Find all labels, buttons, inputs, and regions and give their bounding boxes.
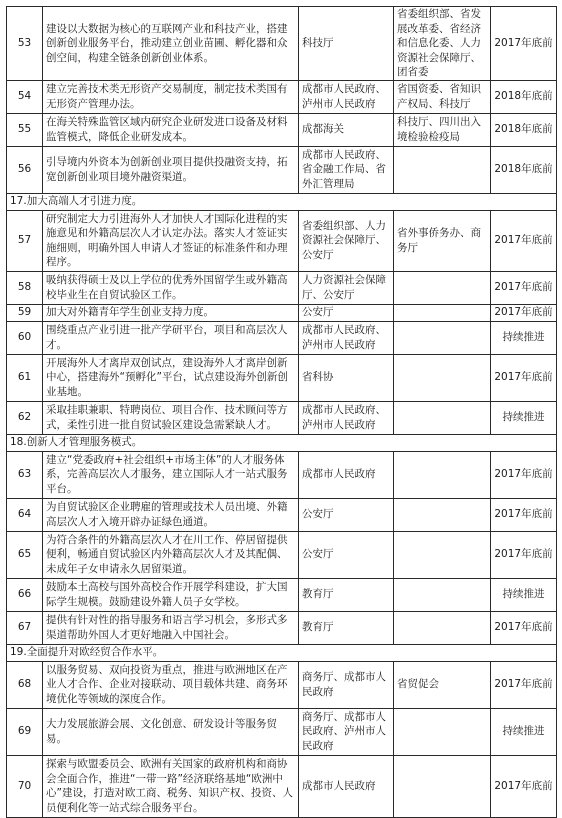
task-description: 开展海外人才离岸双创试点，建设海外人才离岸创新中心，搭建海外“预孵化”平台，试点建设海外创新创业基地。: [43, 354, 299, 401]
table-row: [7, 401, 557, 434]
table-row: [7, 210, 557, 271]
task-description: 围绕重点产业引进一批产学研平台，项目和高层次人才。: [43, 321, 299, 354]
lead-department: 科技厅: [299, 7, 394, 81]
cooperating-department: [394, 146, 491, 193]
task-description: 大力发展旅游会展、文化创意、研发设计等服务贸易。: [43, 708, 299, 755]
cooperating-department: [394, 611, 491, 644]
lead-department: 教育厅: [299, 611, 394, 644]
task-description: 吸纳获得硕士及以上学位的优秀外国留学生或外籍高校毕业生在自贸试验区工作。: [43, 271, 299, 304]
deadline: 持续推进: [491, 401, 557, 434]
section-header-row: [7, 193, 557, 210]
task-table-body: [7, 7, 557, 818]
lead-department: 成都市人民政府、泸州市人民政府: [299, 401, 394, 434]
task-number: 60: [7, 321, 43, 354]
deadline: 2017年底前: [491, 531, 557, 578]
task-description: 加大对外籍青年学生创业支持力度。: [43, 304, 299, 321]
deadline: 持续推进: [491, 578, 557, 611]
lead-department: 省委组织部、人力资源社会保障厅、公安厅: [299, 210, 394, 271]
lead-department: 商务厅、成都市人民政府: [299, 661, 394, 708]
task-number: 61: [7, 354, 43, 401]
lead-department: 成都海关: [299, 113, 394, 146]
cooperating-department: [394, 354, 491, 401]
task-number: 64: [7, 498, 43, 531]
table-row: [7, 271, 557, 304]
task-description: 鼓励本土高校与国外高校合作开展学科建设，扩大国际学生规模。鼓励建设外籍人员子女学校。: [43, 578, 299, 611]
task-number: 63: [7, 451, 43, 498]
deadline: 2017年底前: [491, 755, 557, 817]
section-header-row: [7, 644, 557, 661]
deadline: 2018年底前: [491, 113, 557, 146]
table-row: [7, 321, 557, 354]
cooperating-department: [394, 578, 491, 611]
task-number: 67: [7, 611, 43, 644]
lead-department: 公安厅: [299, 498, 394, 531]
deadline: 2018年底前: [491, 146, 557, 193]
cooperating-department: [394, 304, 491, 321]
section-heading: 19.全面提升对欧经贸合作水平。: [7, 644, 557, 661]
task-number: 57: [7, 210, 43, 271]
deadline: 2017年底前: [491, 451, 557, 498]
table-row: [7, 146, 557, 193]
task-table: [6, 6, 557, 818]
table-row: [7, 755, 557, 817]
cooperating-department: [394, 271, 491, 304]
task-number: 69: [7, 708, 43, 755]
cooperating-department: [394, 321, 491, 354]
cooperating-department: [394, 451, 491, 498]
task-number: 54: [7, 80, 43, 113]
lead-department: 省科协: [299, 354, 394, 401]
lead-department: 成都市人民政府、泸州市人民政府: [299, 80, 394, 113]
lead-department: 商务厅、成都市人民政府、泸州市人民政府: [299, 708, 394, 755]
task-description: 建设以大数据为核心的互联网产业和科技产业，搭建创新创业服务平台，推动建立创业苗圃、孵化器和众创空间，构建全链条创新创业体系。: [43, 7, 299, 81]
deadline: 持续推进: [491, 321, 557, 354]
lead-department: 成都市人民政府、泸州市人民政府: [299, 321, 394, 354]
deadline: 持续推进: [491, 708, 557, 755]
task-description: 为符合条件的外籍高层次人才在川工作、停居留提供便利，畅通自贸试验区内外籍高层次人才及其配偶、未成年子女申请永久居留渠道。: [43, 531, 299, 578]
table-row: [7, 611, 557, 644]
table-row: [7, 661, 557, 708]
task-number: 56: [7, 146, 43, 193]
cooperating-department: 省贸促会: [394, 661, 491, 708]
task-number: 66: [7, 578, 43, 611]
task-number: 59: [7, 304, 43, 321]
cooperating-department: [394, 755, 491, 817]
lead-department: 公安厅: [299, 531, 394, 578]
lead-department: 人力资源社会保障厅、公安厅: [299, 271, 394, 304]
table-row: [7, 451, 557, 498]
table-row: [7, 708, 557, 755]
cooperating-department: 科技厅、四川出入境检验检疫局: [394, 113, 491, 146]
deadline: 2017年底前: [491, 354, 557, 401]
cooperating-department: [394, 498, 491, 531]
cooperating-department: 省国资委、省知识产权局、科技厅: [394, 80, 491, 113]
deadline: 2017年底前: [491, 304, 557, 321]
task-number: 68: [7, 661, 43, 708]
deadline: 2017年底前: [491, 7, 557, 81]
cooperating-department: [394, 401, 491, 434]
section-header-row: [7, 434, 557, 451]
table-row: [7, 80, 557, 113]
deadline: 2017年底前: [491, 611, 557, 644]
table-row: [7, 304, 557, 321]
task-description: 探索与欧盟委员会、欧洲有关国家的政府机构和商协会全面合作，推进“一带一路”经济联络基地“欧洲中心”建设，打造对欧工商、税务、知识产权、投资、人员便利化等一站式综合服务平台。: [43, 755, 299, 817]
task-number: 55: [7, 113, 43, 146]
deadline: 2017年底前: [491, 661, 557, 708]
table-row: [7, 354, 557, 401]
deadline: 2017年底前: [491, 498, 557, 531]
cooperating-department: 省外事侨务办、商务厅: [394, 210, 491, 271]
task-description: 提供有针对性的指导服务和语言学习机会，多形式多渠道帮助外国人才更好地融入中国社会。: [43, 611, 299, 644]
cooperating-department: [394, 708, 491, 755]
task-number: 70: [7, 755, 43, 817]
table-row: [7, 498, 557, 531]
task-description: 建立完善技术类无形资产交易制度，制定技术类国有无形资产管理办法。: [43, 80, 299, 113]
task-number: 53: [7, 7, 43, 81]
lead-department: 成都市人民政府: [299, 755, 394, 817]
lead-department: 成都市人民政府: [299, 451, 394, 498]
task-description: 引导境内外资本为创新创业项目提供投融资支持，拓宽创新创业项目境外融资渠道。: [43, 146, 299, 193]
task-description: 研究制定大力引进海外人才加快人才国际化进程的实施意见和外籍高层次人才认定办法。落实人才签证实施细则，明确外国人申请人才签证的标准条件和办理程序。: [43, 210, 299, 271]
table-row: [7, 7, 557, 81]
task-description: 为自贸试验区企业聘雇的管理或技术人员出境、外籍高层次人才入境开辟办证绿色通道。: [43, 498, 299, 531]
cooperating-department: 省委组织部、省发展改革委、省经济和信息化委、人力资源社会保障厅、团省委: [394, 7, 491, 81]
table-row: [7, 578, 557, 611]
task-description: 采取挂职兼职、特聘岗位、项目合作、技术顾问等方式，柔性引进一批自贸试验区建设急需紧缺人才。: [43, 401, 299, 434]
task-number: 62: [7, 401, 43, 434]
task-description: 在海关特殊监管区域内研究企业研发进口设备及材料监管模式，降低企业研发成本。: [43, 113, 299, 146]
deadline: 2017年底前: [491, 210, 557, 271]
task-number: 65: [7, 531, 43, 578]
table-row: [7, 113, 557, 146]
task-description: 建立“党委政府+社会组织+市场主体”的人才服务体系，完善高层次人才服务，建立国际人才一站式服务平台。: [43, 451, 299, 498]
section-heading: 17.加大高端人才引进力度。: [7, 193, 557, 210]
task-number: 58: [7, 271, 43, 304]
lead-department: 教育厅: [299, 578, 394, 611]
deadline: 2017年底前: [491, 271, 557, 304]
lead-department: 公安厅: [299, 304, 394, 321]
table-row: [7, 531, 557, 578]
task-description: 以服务贸易、双向投资为重点，推进与欧洲地区在产业人才合作、企业对接联动、项目载体共建、商务环境优化等领域的深度合作。: [43, 661, 299, 708]
lead-department: 成都市人民政府、省金融工作局、省外汇管理局: [299, 146, 394, 193]
section-heading: 18.创新人才管理服务模式。: [7, 434, 557, 451]
deadline: 2018年底前: [491, 80, 557, 113]
cooperating-department: [394, 531, 491, 578]
